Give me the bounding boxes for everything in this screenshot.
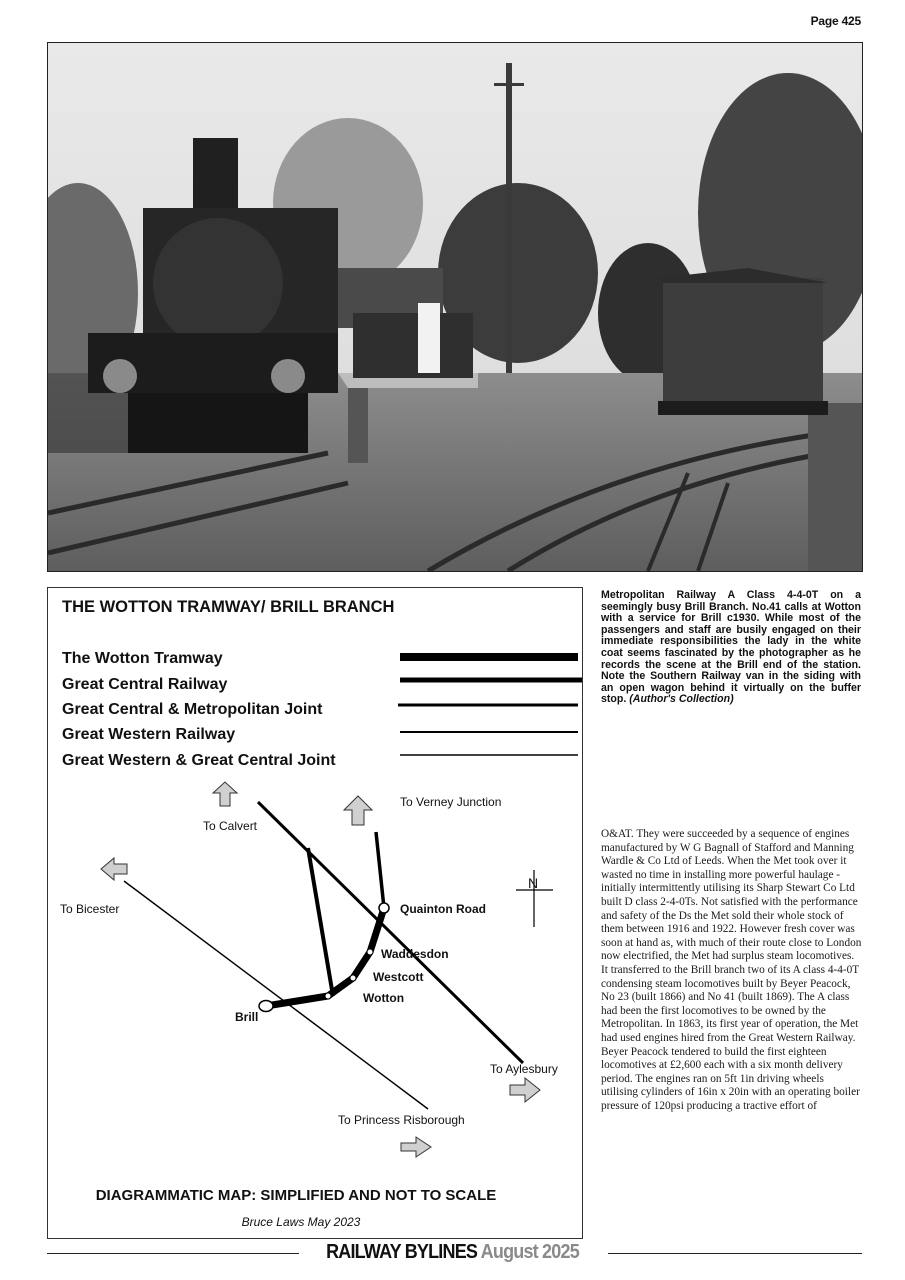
label-waddesdon: Waddesdon	[381, 947, 449, 961]
route-verney-junction	[376, 832, 384, 908]
label-to-bicester: To Bicester	[60, 902, 120, 916]
station-westcott	[350, 975, 356, 981]
arrow-left-bicester-icon	[101, 858, 127, 880]
label-to-princes-risborough: To Princess Risborough	[338, 1113, 465, 1127]
label-westcott: Westcott	[373, 970, 424, 984]
arrow-right-aylesbury-icon	[510, 1078, 540, 1102]
label-to-verney-junction: To Verney Junction	[400, 795, 502, 809]
caption-text: Metropolitan Railway A Class 4-4-0T on a seemingly busy Brill Branch. No.41 calls at Wotton with a service for Brill c1930. While most of the passengers and staff are busily engaged on their immediate responsibilities the lady in the white coat seems fascinated by the photographer as he records the scene at the Brill end of the station. Note the Southern Railway van in the siding with an open wagon behind it virtually on the buffer stop.	[601, 589, 861, 706]
station-wotton	[325, 993, 331, 999]
legend-label-gc-met-joint: Great Central & Metropolitan Joint	[62, 701, 323, 718]
legend-label-great-western: Great Western Railway	[62, 726, 236, 743]
footer-brand: RAILWAY BYLINES	[326, 1239, 478, 1263]
arrow-up-verney-icon	[344, 796, 372, 825]
map-author: Bruce Laws May 2023	[241, 1215, 361, 1229]
caption-credit: (Author's Collection)	[629, 693, 734, 706]
arrow-up-calvert-icon	[213, 782, 237, 806]
footer-issue: August 2025	[480, 1239, 579, 1263]
diagrammatic-map	[47, 587, 583, 1239]
north-label: N	[528, 875, 539, 891]
map-footer: DIAGRAMMATIC MAP: SIMPLIFIED AND NOT TO SCALE	[95, 1187, 497, 1204]
locomotive-photo	[47, 42, 863, 572]
label-brill: Brill	[235, 1010, 259, 1024]
page-number: Page 425	[810, 14, 861, 28]
article-body: O&AT. They were succeeded by a sequence of engines manufactured by W G Bagnall of Stafford and Manning Wardle & Co Ltd of Leeds. When the Met took over it wasted no time in installing more powerful haulage - initially intermittently utilising its Sharp Stewart Co Ltd built D class 2-4-0Ts. Not satisfied with the performance and safety of the Ds the Met sold their whole stock of them between 1916 and 1922. However fresh cover was soon at hand as, with much of their route close to London now electrified, the Met had surplus steam locomotives. It transferred to the Brill branch two of its A class 4-4-0T condensing steam locomotives built by Beyer Peacock, No 23 (built 1866) and No 41 (built 1869). The A class had been the first locomotives to be owned by the Metropolitan. In 1863, its first year of operation, the Met had used engines hired from the Great Western Railway. Beyer Peacock tendered to build the first eighteen locomotives at £2,600 each with a six month delivery period. The engines ran on 5ft 1in driving wheels utilising cylinders of 16in x 20in with an operating boiler pressure of 120psi producing a tractive effort of	[601, 828, 862, 1112]
label-wotton: Wotton	[363, 991, 405, 1005]
label-quainton-road: Quainton Road	[400, 902, 486, 916]
magazine-footer	[0, 1239, 905, 1263]
station-quainton-road	[379, 903, 389, 913]
map-title: THE WOTTON TRAMWAY/ BRILL BRANCH	[62, 598, 395, 616]
station-waddesdon	[367, 949, 373, 955]
steam-locomotive-photo-icon	[48, 43, 862, 571]
legend-label-wotton-tramway: The Wotton Tramway	[62, 650, 223, 667]
arrow-right-princes-icon	[401, 1137, 431, 1157]
label-to-aylesbury: To Aylesbury	[490, 1062, 558, 1076]
photo-caption	[601, 590, 861, 706]
route-calvert-aylesbury	[258, 802, 523, 1063]
legend-label-gw-gc-joint: Great Western & Great Central Joint	[62, 752, 336, 769]
legend-label-great-central: Great Central Railway	[62, 676, 228, 693]
label-to-calvert: To Calvert	[203, 819, 258, 833]
station-brill	[259, 1001, 273, 1012]
